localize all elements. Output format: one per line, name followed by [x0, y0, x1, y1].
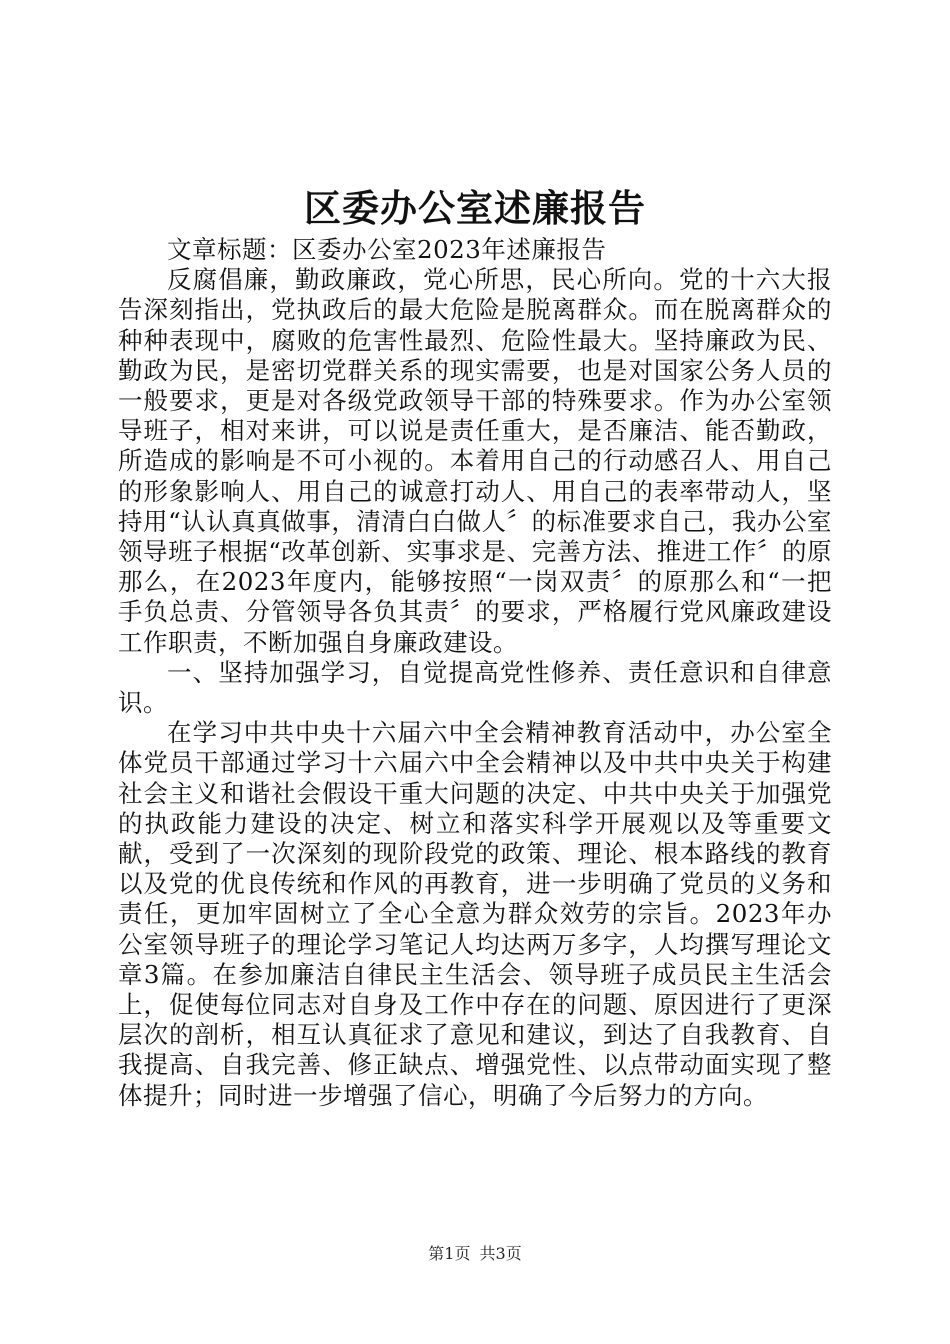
section-heading-1: 一、坚持加强学习，自觉提高党性修养、责任意识和自律意识。	[118, 657, 832, 718]
section-1-paragraph: 在学习中共中央十六届六中全会精神教育活动中，办公室全体党员干部通过学习十六届六中全会精神以及中共中央关于构建社会主义和谐社会假设干重大问题的决定、中共中央关于加强党的执政能力建设的决定、树立和落实科学开展观以及等重要文献，受到了一次深刻的现阶段党的政策、理论、根本路线的教育以及党的优良传统和作风的再教育，进一步明确了党员的义务和责任，更加牢固树立了全心全意为群众效劳的宗旨。2023年办公室领导班子的理论学习笔记人均达两万多字，人均撰写理论文章3篇。在参加廉洁自律民主生活会、领导班子成员民主生活会上，促使每位同志对自身及工作中存在的问题、原因进行了更深层次的剖析，相互认真征求了意见和建议，到达了自我教育、自我提高、自我完善、修正缺点、增强党性、以点带动面实现了整体提升；同时进一步增强了信心，明确了今后努力的方向。	[118, 718, 832, 1110]
document-title: 区委办公室述廉报告	[304, 186, 646, 230]
article-title-line: 文章标题：区委办公室2023年述廉报告	[167, 235, 607, 264]
page-number-footer: 第1页 共3页	[428, 1244, 522, 1263]
intro-paragraph: 反腐倡廉，勤政廉政，党心所思，民心所向。党的十六大报告深刻指出，党执政后的最大危险是脱离群众。而在脱离群众的种种表现中，腐败的危害性最烈、危险性最大。坚持廉政为民、勤政为民，是密切党群关系的现实需要，也是对国家公务人员的一般要求，更是对各级党政领导干部的特殊要求。作为办公室领导班子，相对来讲，可以说是责任重大，是否廉洁、能否勤政，所造成的影响是不可小视的。本着用自己的行动感召人、用自己的形象影响人、用自己的诚意打动人、用自己的表率带动人，坚持用“认认真真做事，清清白白做人〞的标准要求自己，我办公室领导班子根据“改革创新、实事求是、完善方法、推进工作〞的原那么，在2023年度内，能够按照“一岗双责〞的原那么和“一把手负总责、分管领导各负其责〞的要求，严格履行党风廉政建设工作职责，不断加强自身廉政建设。	[118, 265, 832, 657]
document-body	[118, 235, 832, 1111]
